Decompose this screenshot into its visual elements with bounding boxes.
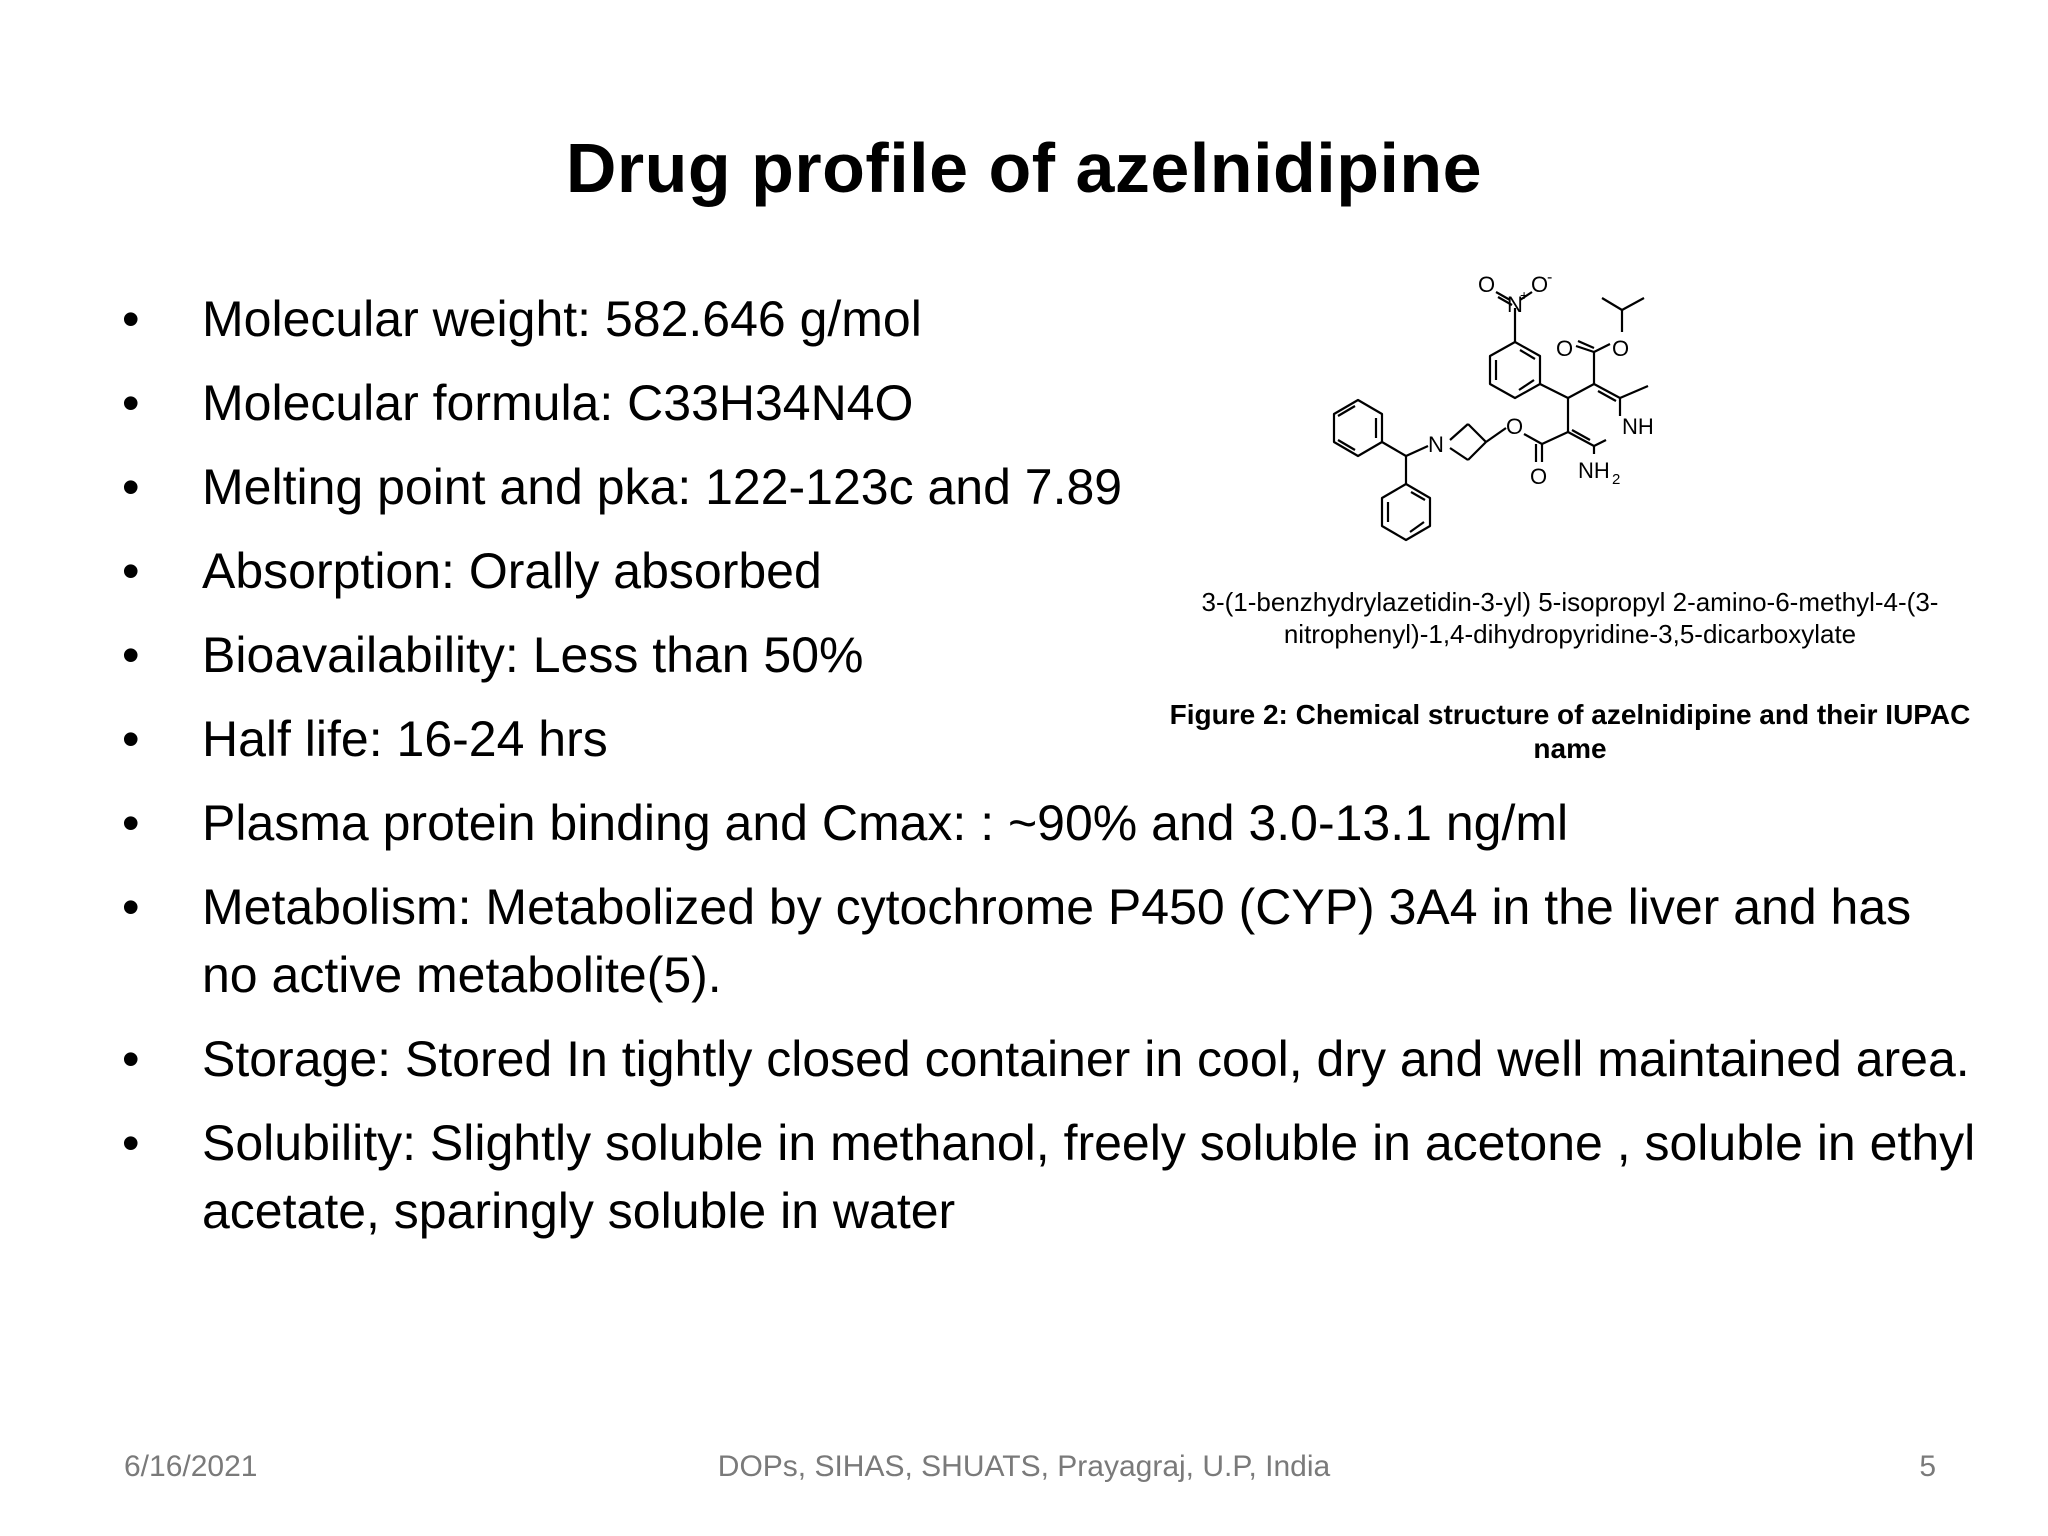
bullet-dot: • [122, 795, 140, 851]
bullet-item-molecular-weight [118, 285, 1282, 353]
plus-charge: + [1520, 287, 1529, 303]
bullet-text: Melting point and pka: 122-123c and 7.89 [202, 459, 1123, 515]
bullet-item-absorption [118, 537, 1282, 605]
bullet-text: Bioavailability: Less than 50% [202, 627, 864, 683]
bullet-item-solubility [118, 1109, 1978, 1245]
bullet-text: Molecular weight: 582.646 g/mol [202, 291, 922, 347]
bullet-item-storage [118, 1025, 1978, 1093]
bullet-item-plasma-protein-binding [118, 789, 1978, 857]
bullet-item-bioavailability [118, 621, 1282, 689]
carbonyl-o-top-atom: O [1556, 336, 1574, 361]
bullet-item-metabolism [118, 873, 1978, 1009]
nh-atom: NH [1622, 414, 1654, 439]
phenyl-ring-left [1334, 400, 1382, 456]
bottom-ester-bond [1542, 432, 1568, 444]
aryl-c4-bond [1540, 384, 1568, 398]
dihydropyridine-ring [1568, 384, 1620, 446]
bullet-text: Absorption: Orally absorbed [202, 543, 822, 599]
bullet-item-molecular-formula [118, 369, 1282, 437]
bullet-text: Plasma protein binding and Cmax: : ~90% and 3.0-13.1 ng/ml [202, 795, 1569, 851]
nitro-n-atom: N [1507, 292, 1523, 317]
nitrophenyl-ring [1490, 342, 1540, 398]
bullet-dot: • [122, 711, 140, 767]
nh2-subscript: 2 [1612, 471, 1621, 488]
footer-date: 6/16/2021 [124, 1450, 258, 1483]
bullet-dot: • [122, 543, 140, 599]
bullet-dot: • [122, 1115, 140, 1171]
slide-title: Drug profile of azelnidipine [565, 129, 1483, 207]
carbonyl-o-bottom-atom: O [1530, 464, 1548, 489]
bullet-dot: • [122, 879, 140, 935]
azelnidipine-structure-diagram [1310, 270, 1850, 580]
bullet-text: Metabolism: Metabolized by cytochrome P450 (CYP) 3A4 in the liver and has no active metabolite(5). [202, 879, 1912, 1003]
azetidine-ring [1450, 424, 1486, 460]
bullet-item-half-life [118, 705, 1282, 773]
ester-o-top-atom: O [1612, 336, 1630, 361]
bullet-text: Half life: 16-24 hrs [202, 711, 608, 767]
methyl-bond [1620, 386, 1648, 398]
ester-o-left-atom: O [1506, 414, 1524, 439]
minus-charge: - [1547, 270, 1553, 286]
nh2-atom: NH [1578, 458, 1610, 483]
footer-page-number: 5 [1919, 1450, 1936, 1483]
bullet-text: Molecular formula: C33H34N4O [202, 375, 914, 431]
bullet-text: Storage: Stored In tightly closed container in cool, dry and well maintained area. [202, 1031, 1970, 1087]
azetidine-n-atom: N [1428, 432, 1444, 457]
figure-caption: Figure 2: Chemical structure of azelnidipine and their IUPAC name [1169, 699, 1971, 764]
bullet-dot: • [122, 291, 140, 347]
benzhydryl-bond [1406, 446, 1428, 456]
bullet-dot: • [122, 375, 140, 431]
phenyl-ring-bottom [1382, 484, 1430, 540]
footer-institution: DOPs, SIHAS, SHUATS, Prayagraj, U.P, India [717, 1450, 1331, 1483]
nitro-o-left-atom: O [1478, 272, 1496, 297]
bullet-dot: • [122, 627, 140, 683]
bullet-dot: • [122, 459, 140, 515]
bullet-text: Solubility: Slightly soluble in methanol, freely soluble in acetone , soluble in ethyl acetate, sparingly soluble in water [202, 1115, 1976, 1239]
nitro-o-right-atom: O [1531, 272, 1549, 297]
iupac-name: 3-(1-benzhydrylazetidin-3-yl) 5-isopropyl 2-amino-6-methyl-4-(3-nitrophenyl)-1,4-dihydropyridine-3,5-dicarboxylate [1201, 587, 1939, 649]
bullet-item-melting-point [118, 453, 1282, 521]
bullet-dot: • [122, 1031, 140, 1087]
